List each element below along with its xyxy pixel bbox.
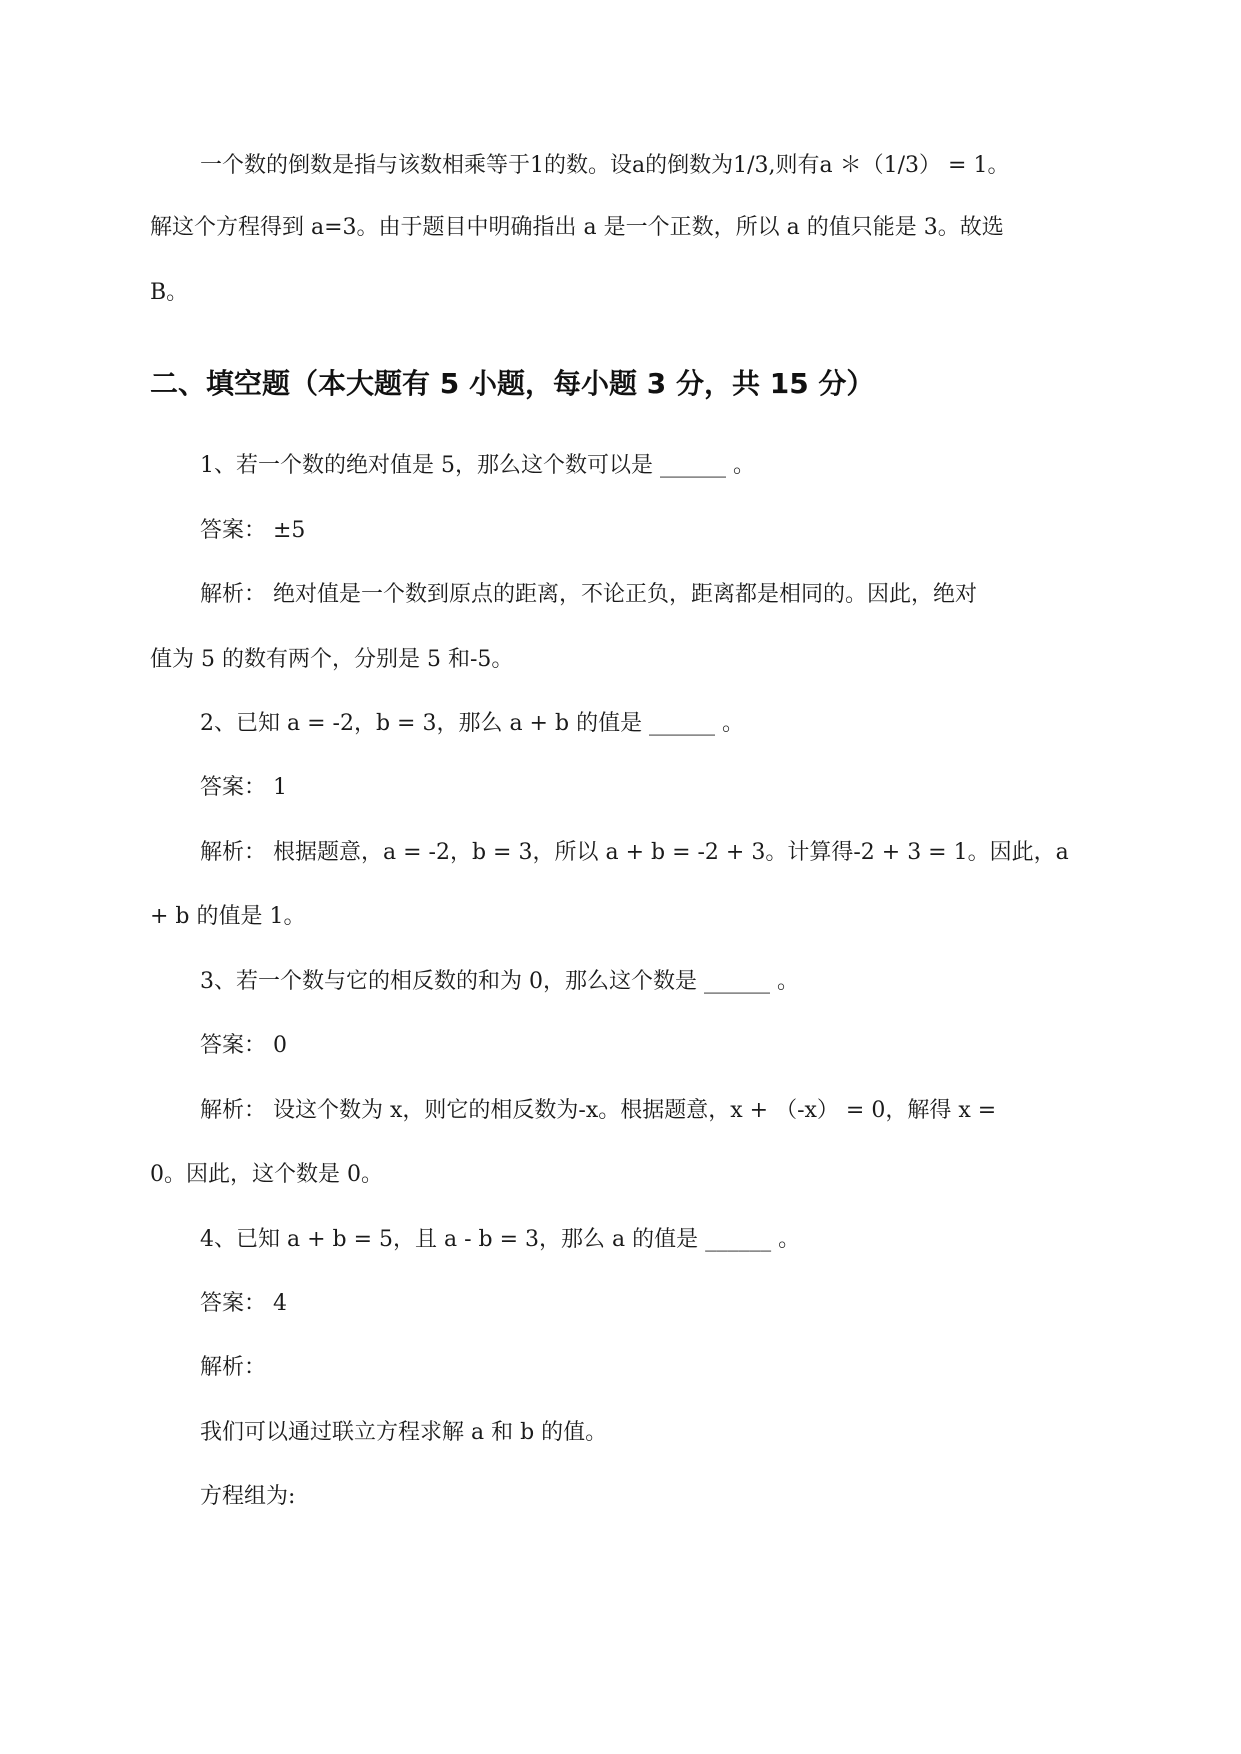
q3-answer: 答案： 0 [200,1033,287,1058]
q1-answer: 答案： ±5 [200,518,306,543]
q3-analysis-line-1: 解析： 设这个数为 x，则它的相反数为-x。根据题意，x + （-x） = 0，解得 x = [200,1098,997,1123]
q1-question: 1、若一个数的绝对值是 5，那么这个数可以是 ______ 。 [200,453,755,478]
q4-analysis-line-2: 方程组为: [200,1484,296,1509]
q2-answer: 答案： 1 [200,775,287,800]
intro-line-3: B。 [150,280,189,305]
q1-analysis-line-2: 值为 5 的数有两个，分别是 5 和-5。 [150,647,514,672]
q2-analysis-line-2: + b 的值是 1。 [150,904,306,929]
q4-analysis-label: 解析： [200,1355,267,1380]
section-title: 二、填空题（本大题有 5 小题，每小题 3 分，共 15 分） [150,367,875,400]
q3-question: 3、若一个数与它的相反数的和为 0，那么这个数是 ______ 。 [200,969,799,994]
q1-analysis-line-1: 解析： 绝对值是一个数到原点的距离，不论正负，距离都是相同的。因此，绝对 [200,582,977,607]
q4-answer: 答案： 4 [200,1291,287,1316]
intro-line-1: 一个数的倒数是指与该数相乘等于1的数。设a的倒数为1/3,则有a ＊（1/3） = 1。 [200,153,1010,178]
intro-line-2: 解这个方程得到 a=3。由于题目中明确指出 a 是一个正数，所以 a 的值只能是 3。故选 [150,215,1004,240]
q3-analysis-line-2: 0。因此，这个数是 0。 [150,1162,383,1187]
q4-question: 4、已知 a + b = 5，且 a - b = 3，那么 a 的值是 ______ 。 [200,1227,801,1252]
q2-analysis-line-1: 解析： 根据题意，a = -2，b = 3，所以 a + b = -2 + 3。计算得-2 + 3 = 1。因此，a [200,840,1069,865]
q2-question: 2、已知 a = -2，b = 3，那么 a + b 的值是 ______ 。 [200,711,745,736]
q4-analysis-line-1: 我们可以通过联立方程求解 a 和 b 的值。 [200,1420,608,1445]
